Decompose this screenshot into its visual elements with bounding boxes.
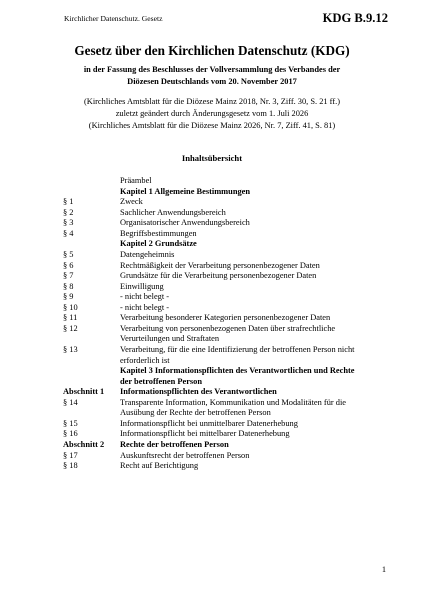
toc-entry-text: Organisatorischer Anwendungsbereich bbox=[120, 218, 250, 228]
toc-entry-text: Grundsätze für die Verarbeitung personenbezogener Daten bbox=[120, 271, 317, 280]
toc-entry-text: Begriffsbestimmungen bbox=[120, 228, 197, 238]
toc-entry-text: Kapitel 3 Informationspflichten des Verantwortlichen und Rechte bbox=[120, 366, 355, 376]
toc-entry-number: § 3 bbox=[63, 218, 74, 228]
toc-heading: Inhaltsübersicht bbox=[181, 153, 243, 163]
publication-line-3: (Kirchliches Amtsblatt für die Diözese Mainz 2026, Nr. 7, Ziff. 41, S. 81) bbox=[88, 121, 336, 130]
toc-entry-number: § 4 bbox=[63, 228, 74, 238]
toc-entry-text: Zweck bbox=[120, 197, 143, 207]
toc-entry-number: § 1 bbox=[63, 197, 74, 207]
toc-entry-text: Verarbeitung von personenbezogenen Daten über strafrechtliche bbox=[120, 323, 336, 333]
running-header-title: Kirchlicher Datenschutz. Gesetz bbox=[64, 14, 163, 23]
publication-line-2: zuletzt geändert durch Änderungsgesetz vom 1. Juli 2026 bbox=[115, 109, 309, 118]
toc-entry-text: - nicht belegt - bbox=[120, 292, 170, 302]
toc-entry-text: Ausübung der Rechte der betroffenen Person bbox=[120, 408, 271, 418]
publication-line-1: (Kirchliches Amtsblatt für die Diözese Mainz 2018, Nr. 3, Ziff. 30, S. 21 ff.) bbox=[83, 97, 340, 106]
toc-entry-text: Verurteilungen und Straftaten bbox=[120, 334, 220, 344]
toc-entry-number: § 18 bbox=[63, 461, 78, 471]
toc-entry-text: Einwilligung bbox=[120, 281, 164, 291]
toc-entry-number: § 14 bbox=[63, 397, 78, 407]
toc-entry-number: § 13 bbox=[63, 345, 78, 354]
page-number: 1 bbox=[381, 565, 386, 574]
toc-entry-text: Datengeheimnis bbox=[120, 249, 175, 259]
toc-entry-text: Recht auf Berichtigung bbox=[120, 461, 199, 471]
toc-entry-text: Kapitel 2 Grundsätze bbox=[120, 239, 197, 249]
toc-entry-text: Verarbeitung, für die eine Identifizierung der betroffenen Person nicht bbox=[120, 345, 355, 354]
toc-entry-number: § 5 bbox=[63, 249, 74, 259]
toc-entry-number: § 2 bbox=[63, 207, 74, 217]
toc-entry-number: § 9 bbox=[63, 292, 74, 302]
toc-entry-text: Verarbeitung besonderer Kategorien personenbezogener Daten bbox=[120, 313, 331, 323]
document-title: Gesetz über den Kirchlichen Datenschutz (KDG) bbox=[74, 43, 350, 58]
toc-entry-number: Abschnitt 2 bbox=[63, 440, 105, 449]
toc-entry-text: Auskunftsrecht der betroffenen Person bbox=[120, 450, 250, 460]
toc-entry-text: erforderlich ist bbox=[120, 355, 170, 365]
toc-entry-text: Transparente Information, Kommunikation und Modalitäten für die bbox=[120, 397, 347, 407]
toc-entry-number: § 15 bbox=[63, 418, 78, 428]
toc-entry-number: § 10 bbox=[63, 302, 78, 312]
toc-entry-text: - nicht belegt - bbox=[120, 302, 170, 312]
toc-entry-number: § 17 bbox=[63, 450, 78, 460]
toc-entry-number: § 6 bbox=[63, 260, 74, 270]
toc-entry-number: Abschnitt 1 bbox=[63, 387, 105, 397]
toc-entry-text: Rechtmäßigkeit der Verarbeitung personenbezogener Daten bbox=[120, 260, 320, 270]
toc-entry-text: der betroffenen Person bbox=[120, 376, 203, 386]
toc-entry-text: Präambel bbox=[120, 176, 152, 185]
toc-entry-number: § 11 bbox=[63, 313, 78, 323]
toc-entry-text: Informationspflicht bei unmittelbarer Datenerhebung bbox=[120, 418, 298, 428]
subtitle-line-1: in der Fassung des Beschlusses der Vollversammlung des Verbandes der bbox=[83, 65, 341, 74]
toc-entry-text: Informationspflichten des Verantwortlichen bbox=[120, 387, 277, 397]
toc-entry-number: § 8 bbox=[63, 281, 74, 291]
toc-entry-text: Kapitel 1 Allgemeine Bestimmungen bbox=[120, 186, 251, 196]
toc-entry-number: § 16 bbox=[63, 429, 78, 439]
toc-entry-text: Sachlicher Anwendungsbereich bbox=[120, 207, 226, 217]
subtitle-line-2: Diözesen Deutschlands vom 20. November 2017 bbox=[127, 77, 297, 86]
toc-entry-text: Rechte der betroffenen Person bbox=[120, 440, 229, 449]
toc-entry-number: § 12 bbox=[63, 323, 78, 333]
toc-entry-number: § 7 bbox=[63, 271, 74, 280]
toc-entry-text: Informationspflicht bei mittelbarer Datenerhebung bbox=[120, 429, 290, 439]
running-header-code: KDG B.9.12 bbox=[322, 11, 388, 25]
